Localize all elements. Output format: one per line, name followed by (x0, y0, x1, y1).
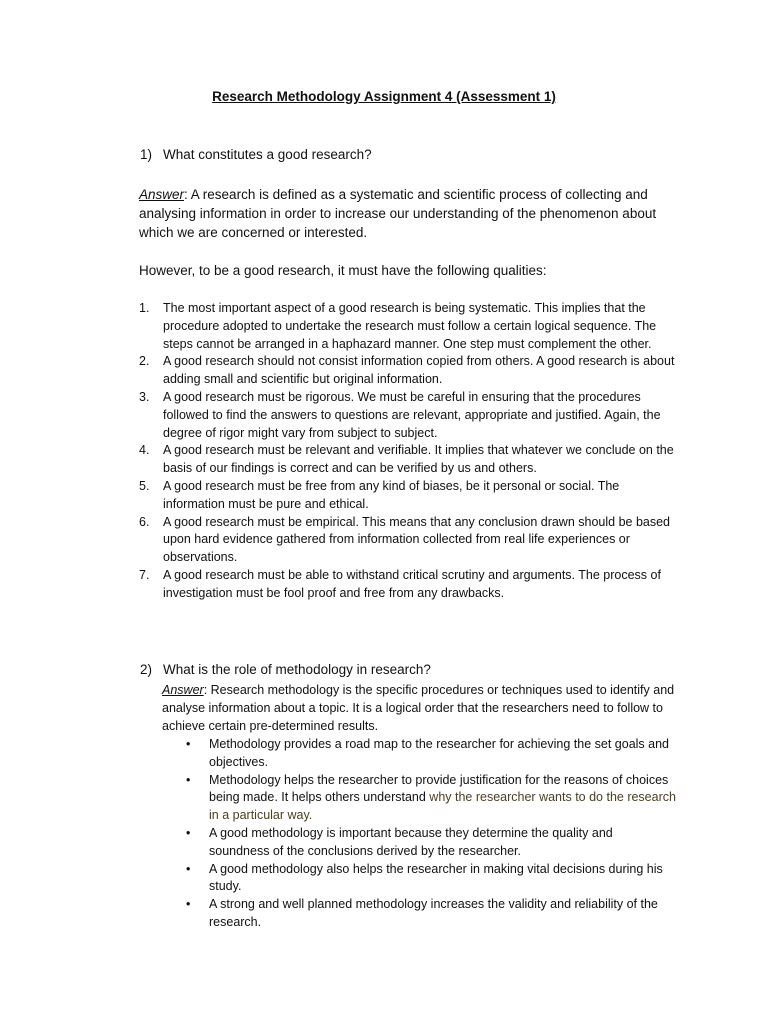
bullet-icon: • (186, 825, 191, 840)
answer-text: Research methodology is the specific procedures or techniques used to identify and analyse information about a topic. It is a logical order that the researchers need to follow to achieve certain pre-determined results. (162, 683, 675, 733)
question-text: What is the role of methodology in research? (163, 662, 431, 677)
list-item: • Methodology helps the researcher to provide justification for the reasons of choices being made. It helps others understand why the researcher wants to do the research in a particular way. (186, 772, 676, 823)
answer-label: Answer (162, 683, 204, 697)
answer-label: Answer (139, 187, 185, 202)
list-item: 3. A good research must be rigorous. We must be careful in ensuring that the procedures followed to find the answers to questions are relevant, appropriate and justified. Again, the degree of rigor might vary from subject to subject. (139, 389, 661, 440)
answer-2-paragraph (162, 682, 677, 735)
list-item: 2. A good research should not consist information copied from others. A good research is about adding small and scientific but original information. (139, 354, 675, 387)
list-item: 6. A good research must be empirical. This means that any conclusion drawn should be based upon hard evidence gathered from information collected from real life experiences or observations. (139, 514, 671, 565)
answer-colon: : (203, 683, 208, 697)
list-item: • A good methodology also helps the researcher in making vital decisions during his study. (186, 861, 663, 894)
qualities-list (139, 300, 679, 603)
bullet-icon: • (186, 861, 191, 876)
list-item: • Methodology provides a road map to the researcher for achieving the set goals and objectives. (186, 737, 669, 769)
question-text: What constitutes a good research? (163, 147, 372, 162)
list-item: 5. A good research must be free from any kind of biases, be it personal or social. The information must be pure and ethical. (139, 478, 620, 511)
bullet-icon: • (186, 897, 191, 912)
question-2 (140, 662, 431, 677)
list-item: • A good methodology is important because they determine the quality and soundness of the conclusions derived by the researcher. (186, 825, 613, 858)
question-1 (140, 147, 372, 162)
qualities-intro: However, to be a good research, it must have the following qualities: (139, 263, 547, 278)
list-item: • A strong and well planned methodology increases the validity and reliability of the research. (186, 897, 658, 929)
methodology-roles-list (186, 736, 676, 932)
list-item: 7. A good research must be able to withstand critical scrutiny and arguments. The process of investigation must be fool proof and free from any drawbacks. (139, 567, 661, 600)
answer-colon: : (184, 187, 188, 202)
answer-1-paragraph (139, 185, 674, 242)
question-number: 1) (140, 147, 153, 162)
bullet-icon: • (186, 772, 191, 787)
bullet-icon: • (186, 737, 191, 751)
question-number: 2) (140, 662, 153, 677)
page-title: Research Methodology Assignment 4 (Assessment 1) (212, 89, 556, 104)
list-item: 4. A good research must be relevant and verifiable. It implies that whatever we conclude on the basis of our findings is correct and can be verified by us and others. (139, 443, 674, 476)
answer-text: A research is defined as a systematic and scientific process of collecting and analysing information in order to increase our understanding of the phenomenon about which we are concerned or interested. (139, 187, 657, 240)
list-item: 1. The most important aspect of a good research is being systematic. This implies that the procedure adopted to undertake the research must follow a certain logical sequence. The steps cannot be arranged in a haphazard manner. One step must complement the other. (139, 301, 657, 351)
highlighted-text: why the researcher wants to do the research in a particular way. (209, 790, 676, 823)
